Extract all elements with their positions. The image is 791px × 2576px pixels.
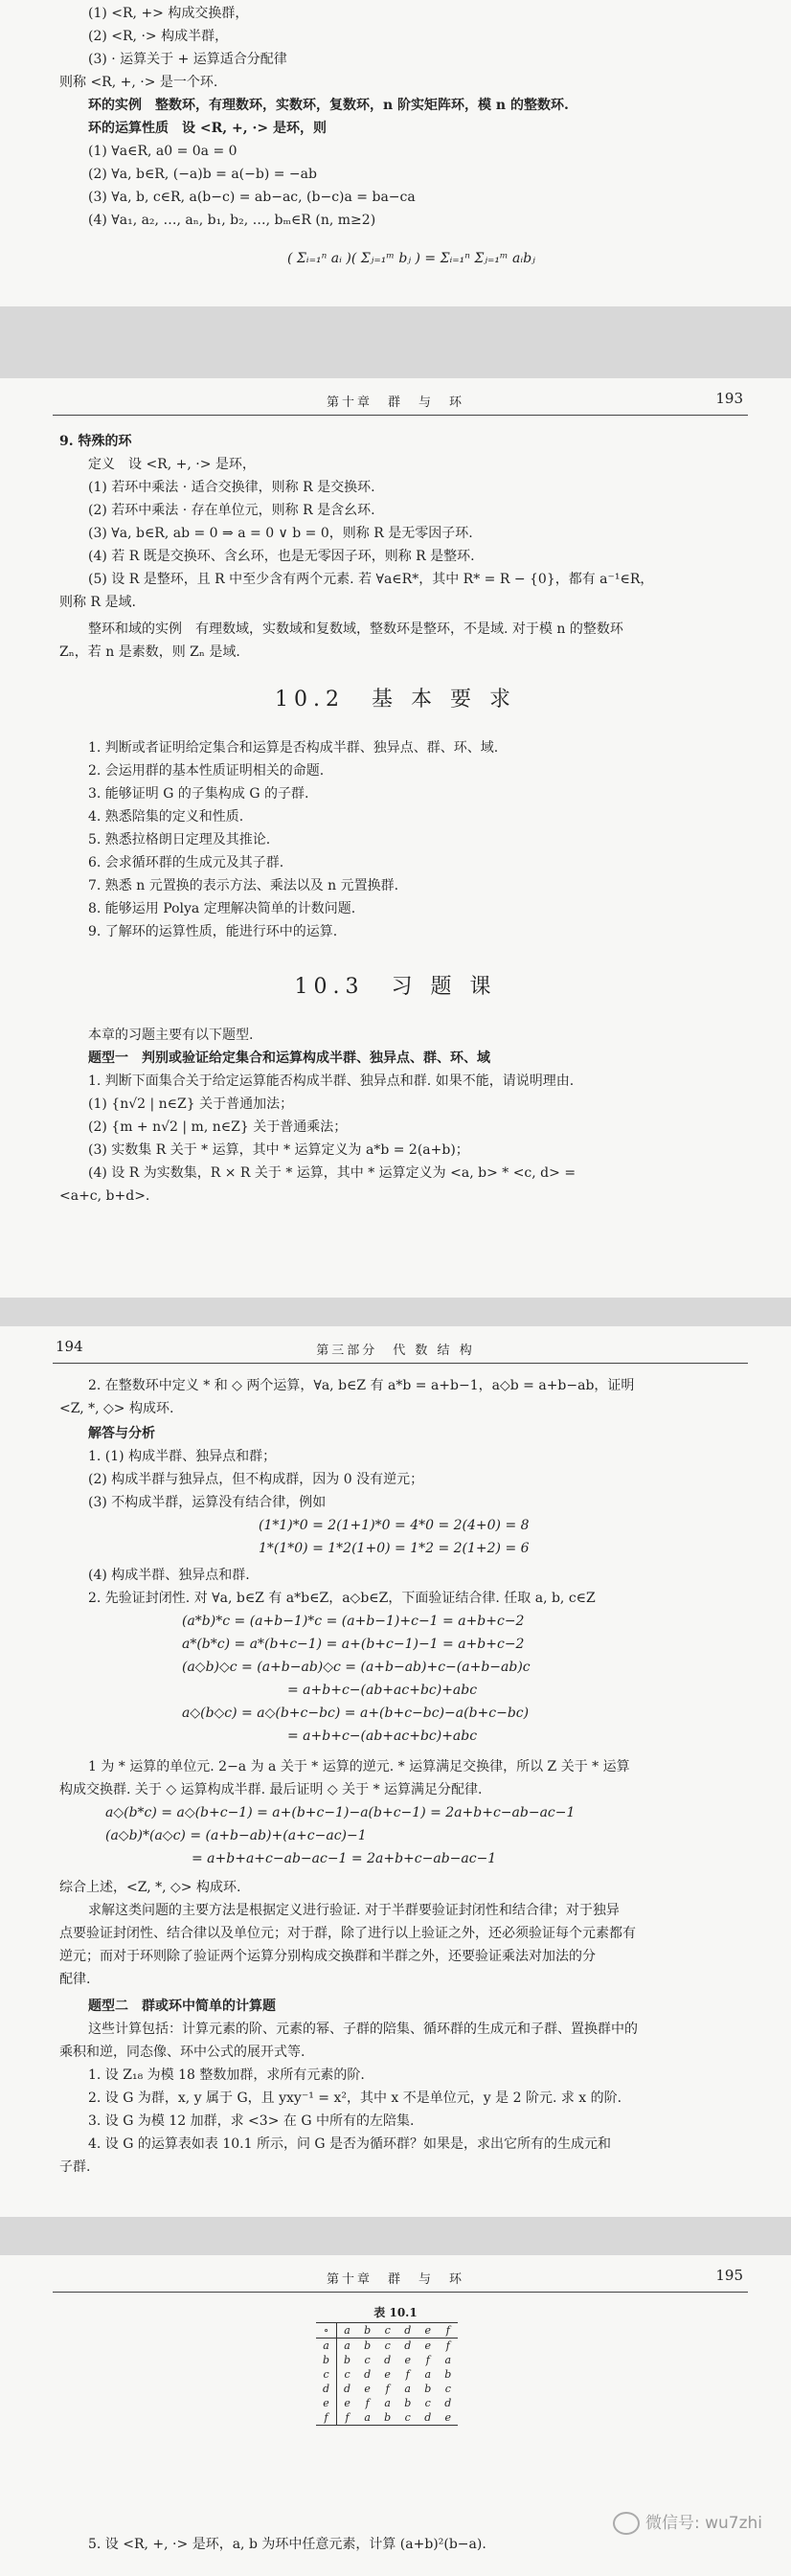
table-row-header: a (316, 2339, 337, 2354)
table-cell: a (444, 2354, 452, 2366)
table-row (316, 2353, 458, 2367)
text-line: 3. 设 G 为模 12 加群，求 <3> 在 G 中所有的左陪集. (88, 2113, 415, 2129)
table-cell: c (404, 2411, 411, 2424)
requirement-item: 4. 熟悉陪集的定义和性质. (88, 809, 244, 825)
table-col-header: e (418, 2323, 438, 2339)
formula: 1*(1*0) = 1*2(1+0) = 1*2 = 2(1+2) = 6 (259, 1541, 530, 1556)
text-line: 乘积和逆，同态像、环中公式的展开式等. (59, 2045, 305, 2060)
text-line: 逆元；而对于环则除了验证两个运算分别构成交换群和半群之外，还要验证乘法对加法的分 (59, 1949, 596, 1964)
table-cell: a (424, 2368, 432, 2381)
text-line: 1. (1) 构成半群、独异点和群； (88, 1449, 277, 1464)
table-row (316, 2396, 458, 2410)
table-row-header: f (316, 2410, 337, 2426)
requirement-item: 9. 了解环的运算性质，能进行环中的运算. (88, 924, 338, 939)
wechat-icon (613, 2512, 640, 2535)
text-line: 点要验证封闭性、结合律以及单位元；对于群，除了进行以上验证之外，还必须验证每个元素都有 (59, 1926, 636, 1941)
text-line: 2. 先验证封闭性. 对 ∀a, b∈Z 有 a*b∈Z，a◇b∈Z，下面验证结合律. 任取 a, b, c∈Z (88, 1591, 596, 1606)
table-caption: 表 10.1 (373, 2306, 418, 2319)
requirement-item: 8. 能够运用 Polya 定理解决简单的计数问题. (88, 901, 356, 916)
header-rule (53, 2292, 748, 2293)
page-194 (0, 1326, 791, 2217)
text-line: (4) ∀a₁, a₂, …, aₙ, b₁, b₂, …, bₘ∈R (n, m≥2) (88, 213, 376, 228)
table-cell: b (424, 2383, 432, 2395)
text-line: (4) 构成半群、独异点和群. (88, 1568, 250, 1583)
table-cell: c (444, 2383, 451, 2395)
table-cell: a (364, 2411, 371, 2424)
table-cell: d (384, 2354, 392, 2366)
text-line: (1) <R, +> 构成交换群， (88, 6, 249, 21)
problem-type-heading: 题型一 判别或验证给定集合和运算构成半群、独异点、群、环、域 (88, 1051, 490, 1066)
text-line: 整环和域的实例 有理数域，实数域和复数域，整数环是整环，不是域. 对于模 n 的整数环 (88, 621, 623, 637)
wechat-watermark (613, 2509, 762, 2535)
text-line: (2) <R, ·> 构成半群， (88, 29, 229, 44)
text-line: 子群. (59, 2159, 91, 2175)
text-line: 2. 在整数环中定义 * 和 ◇ 两个运算，∀a, b∈Z 有 a*b = a+b−1，a◇b = a+b−ab，证明 (88, 1378, 635, 1393)
formula: (a◇b)◇c = (a+b−ab)◇c = (a+b−ab)+c−(a+b−ab)c (182, 1660, 531, 1675)
text-line: 环的实例 整数环，有理数环，实数环，复数环，n 阶实矩阵环，模 n 的整数环. (88, 98, 569, 113)
text-line: 1. 设 Z₁₈ 为模 18 整数加群，求所有元素的阶. (88, 2068, 365, 2083)
page-header (0, 378, 791, 417)
text-line: Zₙ，若 n 是素数，则 Zₙ 是域. (59, 644, 240, 660)
text-line: (2) 若环中乘法 · 存在单位元，则称 R 是含幺环. (88, 503, 375, 518)
formula: = a+b+c−(ab+ac+bc)+abc (287, 1729, 478, 1744)
text-line: (4) 设 R 为实数集，R × R 关于 * 运算，其中 * 运算定义为 <a, b> * <c, d> = (88, 1165, 576, 1181)
requirement-item: 1. 判断或者证明给定集合和运算是否构成半群、独异点、群、环、域. (88, 740, 499, 756)
text-line: 9. 特殊的环 (59, 434, 132, 449)
formula: a◇(b*c) = a◇(b+c−1) = a+(b+c−1)−a(b+c−1) = 2a+b+c−ab−ac−1 (105, 1805, 576, 1820)
text-line: (5) 设 R 是整环，且 R 中至少含有两个元素. 若 ∀a∈R*，其中 R* = R − {0}，都有 a⁻¹∈R， (88, 572, 654, 587)
table-row-header: d (316, 2382, 337, 2396)
table-cell: a (384, 2397, 391, 2409)
table-cell: c (424, 2397, 431, 2409)
table-row-header: c (316, 2367, 337, 2382)
text-line: (1) ∀a∈R, a0 = 0a = 0 (88, 144, 237, 159)
table-cell: e (444, 2411, 452, 2424)
text-line: <a+c, b+d>. (59, 1188, 150, 1204)
table-col-header: b (357, 2323, 377, 2339)
table-cell: b (384, 2411, 392, 2424)
text-line: (1) {n√2 | n∈Z} 关于普通加法； (88, 1096, 294, 1112)
formula: = a+b+a+c−ab−ac−1 = 2a+b+c−ab−ac−1 (192, 1851, 497, 1866)
page-number: 193 (715, 390, 743, 407)
requirement-item: 6. 会求循环群的生成元及其子群. (88, 855, 284, 870)
table-col-header: a (337, 2323, 358, 2339)
table-cell: e (424, 2339, 432, 2352)
text-line: <Z, *, ◇> 构成环. (59, 1401, 174, 1416)
table-cell: b (364, 2339, 372, 2352)
table-cell: d (344, 2383, 351, 2395)
table-cell: b (344, 2354, 351, 2366)
formula: a*(b*c) = a*(b+c−1) = a+(b+c−1)−1 = a+b+c−2 (182, 1637, 525, 1652)
table-row (316, 2339, 458, 2354)
text-line: 综合上述，<Z, *, ◇> 构成环. (59, 1880, 241, 1895)
text-line: 本章的习题主要有以下题型. (88, 1028, 254, 1043)
formula: (a*b)*c = (a+b−1)*c = (a+b−1)+c−1 = a+b+c−2 (182, 1614, 525, 1629)
table-cell: d (404, 2339, 412, 2352)
text-line: 则称 R 是域. (59, 595, 136, 610)
table-cell: a (404, 2383, 411, 2395)
requirement-item: 5. 熟悉拉格朗日定理及其推论. (88, 832, 271, 847)
text-line: (3) 实数集 R 关于 * 运算，其中 * 运算定义为 a*b = 2(a+b)； (88, 1142, 469, 1158)
text-line: 1. 判断下面集合关于给定运算能否构成半群、独异点和群. 如果不能，请说明理由. (88, 1073, 575, 1089)
table-row-header: b (316, 2353, 337, 2367)
text-line: (3) · 运算关于 + 运算适合分配律 (88, 52, 287, 67)
page-header (0, 2255, 791, 2294)
running-title: 第三部分 代 数 结 构 (316, 1344, 475, 1358)
table-row (316, 2367, 458, 2382)
table-cell: d (424, 2411, 432, 2424)
text-line: (3) ∀a, b∈R, ab = 0 ⇒ a = 0 ∨ b = 0，则称 R 是无零因子环. (88, 526, 473, 541)
text-line: 5. 设 <R, +, ·> 是环，a, b 为环中任意元素，计算 (a+b)²(b−a). (88, 2537, 486, 2552)
problem-type-heading: 题型二 群或环中简单的计算题 (88, 1999, 276, 2014)
operation-table (316, 2322, 458, 2426)
table-row (316, 2382, 458, 2396)
text-line: (3) 不构成半群，运算没有结合律，例如 (88, 1495, 327, 1510)
table-cell: e (384, 2368, 391, 2381)
table-row (316, 2410, 458, 2426)
table-corner: ∘ (316, 2323, 337, 2339)
table-col-header: d (397, 2323, 418, 2339)
answer-heading: 解答与分析 (88, 1426, 155, 1441)
table-cell: c (364, 2354, 371, 2366)
formula: = a+b+c−(ab+ac+bc)+abc (287, 1683, 478, 1698)
formula: (a◇b)*(a◇c) = (a+b−ab)+(a+c−ac)−1 (105, 1828, 367, 1843)
text-line: (4) 若 R 既是交换环、含幺环，也是无零因子环，则称 R 是整环. (88, 549, 475, 564)
formula-sum-product: ( Σᵢ₌₁ⁿ aᵢ )( Σⱼ₌₁ᵐ bⱼ ) = Σᵢ₌₁ⁿ Σⱼ₌₁ᵐ aᵢbⱼ (287, 251, 535, 266)
text-line: (2) 构成半群与独异点，但不构成群，因为 0 没有逆元； (88, 1472, 424, 1487)
table-row-header: e (316, 2396, 337, 2410)
table-cell: d (444, 2397, 452, 2409)
requirement-item: 3. 能够证明 G 的子集构成 G 的子群. (88, 786, 309, 802)
text-line: (1) 若环中乘法 · 适合交换律，则称 R 是交换环. (88, 480, 375, 495)
text-line: 则称 <R, +, ·> 是一个环. (59, 75, 218, 90)
requirement-item: 2. 会运用群的基本性质证明相关的命题. (88, 763, 325, 779)
formula: (1*1)*0 = 2(1+1)*0 = 4*0 = 2(4+0) = 8 (259, 1518, 530, 1533)
header-rule (53, 1363, 748, 1364)
section-heading: 10.2 基 本 要 求 (275, 688, 516, 712)
table-header-row (316, 2323, 458, 2339)
page-number: 194 (56, 1338, 83, 1355)
formula: a◇(b◇c) = a◇(b+c−bc) = a+(b+c−bc)−a(b+c−bc) (182, 1706, 530, 1721)
text-line: 构成交换群. 关于 ◇ 运算构成半群. 最后证明 ◇ 关于 * 运算满足分配律. (59, 1782, 483, 1797)
header-rule (53, 415, 748, 416)
running-title: 第十章 群 与 环 (326, 2272, 464, 2287)
text-line: 1 为 * 运算的单位元. 2−a 为 a 关于 * 运算的逆元. * 运算满足交换律，所以 Z 关于 * 运算 (88, 1759, 630, 1774)
table-cell: c (384, 2339, 391, 2352)
table-cell: e (344, 2397, 350, 2409)
table-cell: f (365, 2397, 370, 2409)
table-cell: b (444, 2368, 452, 2381)
requirement-item: 7. 熟悉 n 元置换的表示方法、乘法以及 n 元置换群. (88, 878, 399, 893)
text-line: (3) ∀a, b, c∈R, a(b−c) = ab−ac, (b−c)a = ba−ca (88, 190, 416, 205)
table-col-header: c (377, 2323, 397, 2339)
text-line: (2) {m + n√2 | m, n∈Z} 关于普通乘法； (88, 1119, 348, 1135)
table-cell: f (405, 2368, 410, 2381)
text-line: (2) ∀a, b∈R, (−a)b = a(−b) = −ab (88, 167, 317, 182)
text-line: 2. 设 G 为群，x, y 属于 G，且 yxy⁻¹ = x²，其中 x 不是单位元，y 是 2 阶元. 求 x 的阶. (88, 2090, 622, 2106)
table-cell: e (404, 2354, 411, 2366)
text-line: 配律. (59, 1972, 91, 1987)
table-cell: f (425, 2354, 430, 2366)
text-line: 求解这类问题的主要方法是根据定义进行验证. 对于半群要验证封闭性和结合律；对于独异 (88, 1903, 620, 1918)
text-line: 这些计算包括：计算元素的阶、元素的幂、子群的陪集、循环群的生成元和子群、置换群中的 (88, 2022, 638, 2037)
text-line: 4. 设 G 的运算表如表 10.1 所示，问 G 是否为循环群？如果是，求出它所有的生成元和 (88, 2136, 612, 2152)
running-title: 第十章 群 与 环 (326, 395, 464, 410)
table-cell: e (364, 2383, 371, 2395)
table-cell: f (385, 2383, 390, 2395)
page-header (0, 1326, 791, 1365)
table-col-header: f (438, 2323, 458, 2339)
table-cell: b (404, 2397, 412, 2409)
text-line: 定义 设 <R, +, ·> 是环， (88, 457, 256, 472)
page-192-fragment (0, 0, 791, 306)
section-heading: 10.3 习 题 课 (294, 975, 497, 999)
table-cell: f (445, 2339, 450, 2352)
text-line: 环的运算性质 设 <R, +, ·> 是环，则 (88, 121, 327, 136)
page-number: 195 (715, 2267, 743, 2284)
page-193 (0, 378, 791, 1298)
table-cell: a (344, 2339, 350, 2352)
table-cell: c (344, 2368, 350, 2381)
table-cell: d (364, 2368, 372, 2381)
table-cell: f (345, 2411, 350, 2424)
watermark-text: 微信号: wu7zhi (644, 2514, 762, 2533)
